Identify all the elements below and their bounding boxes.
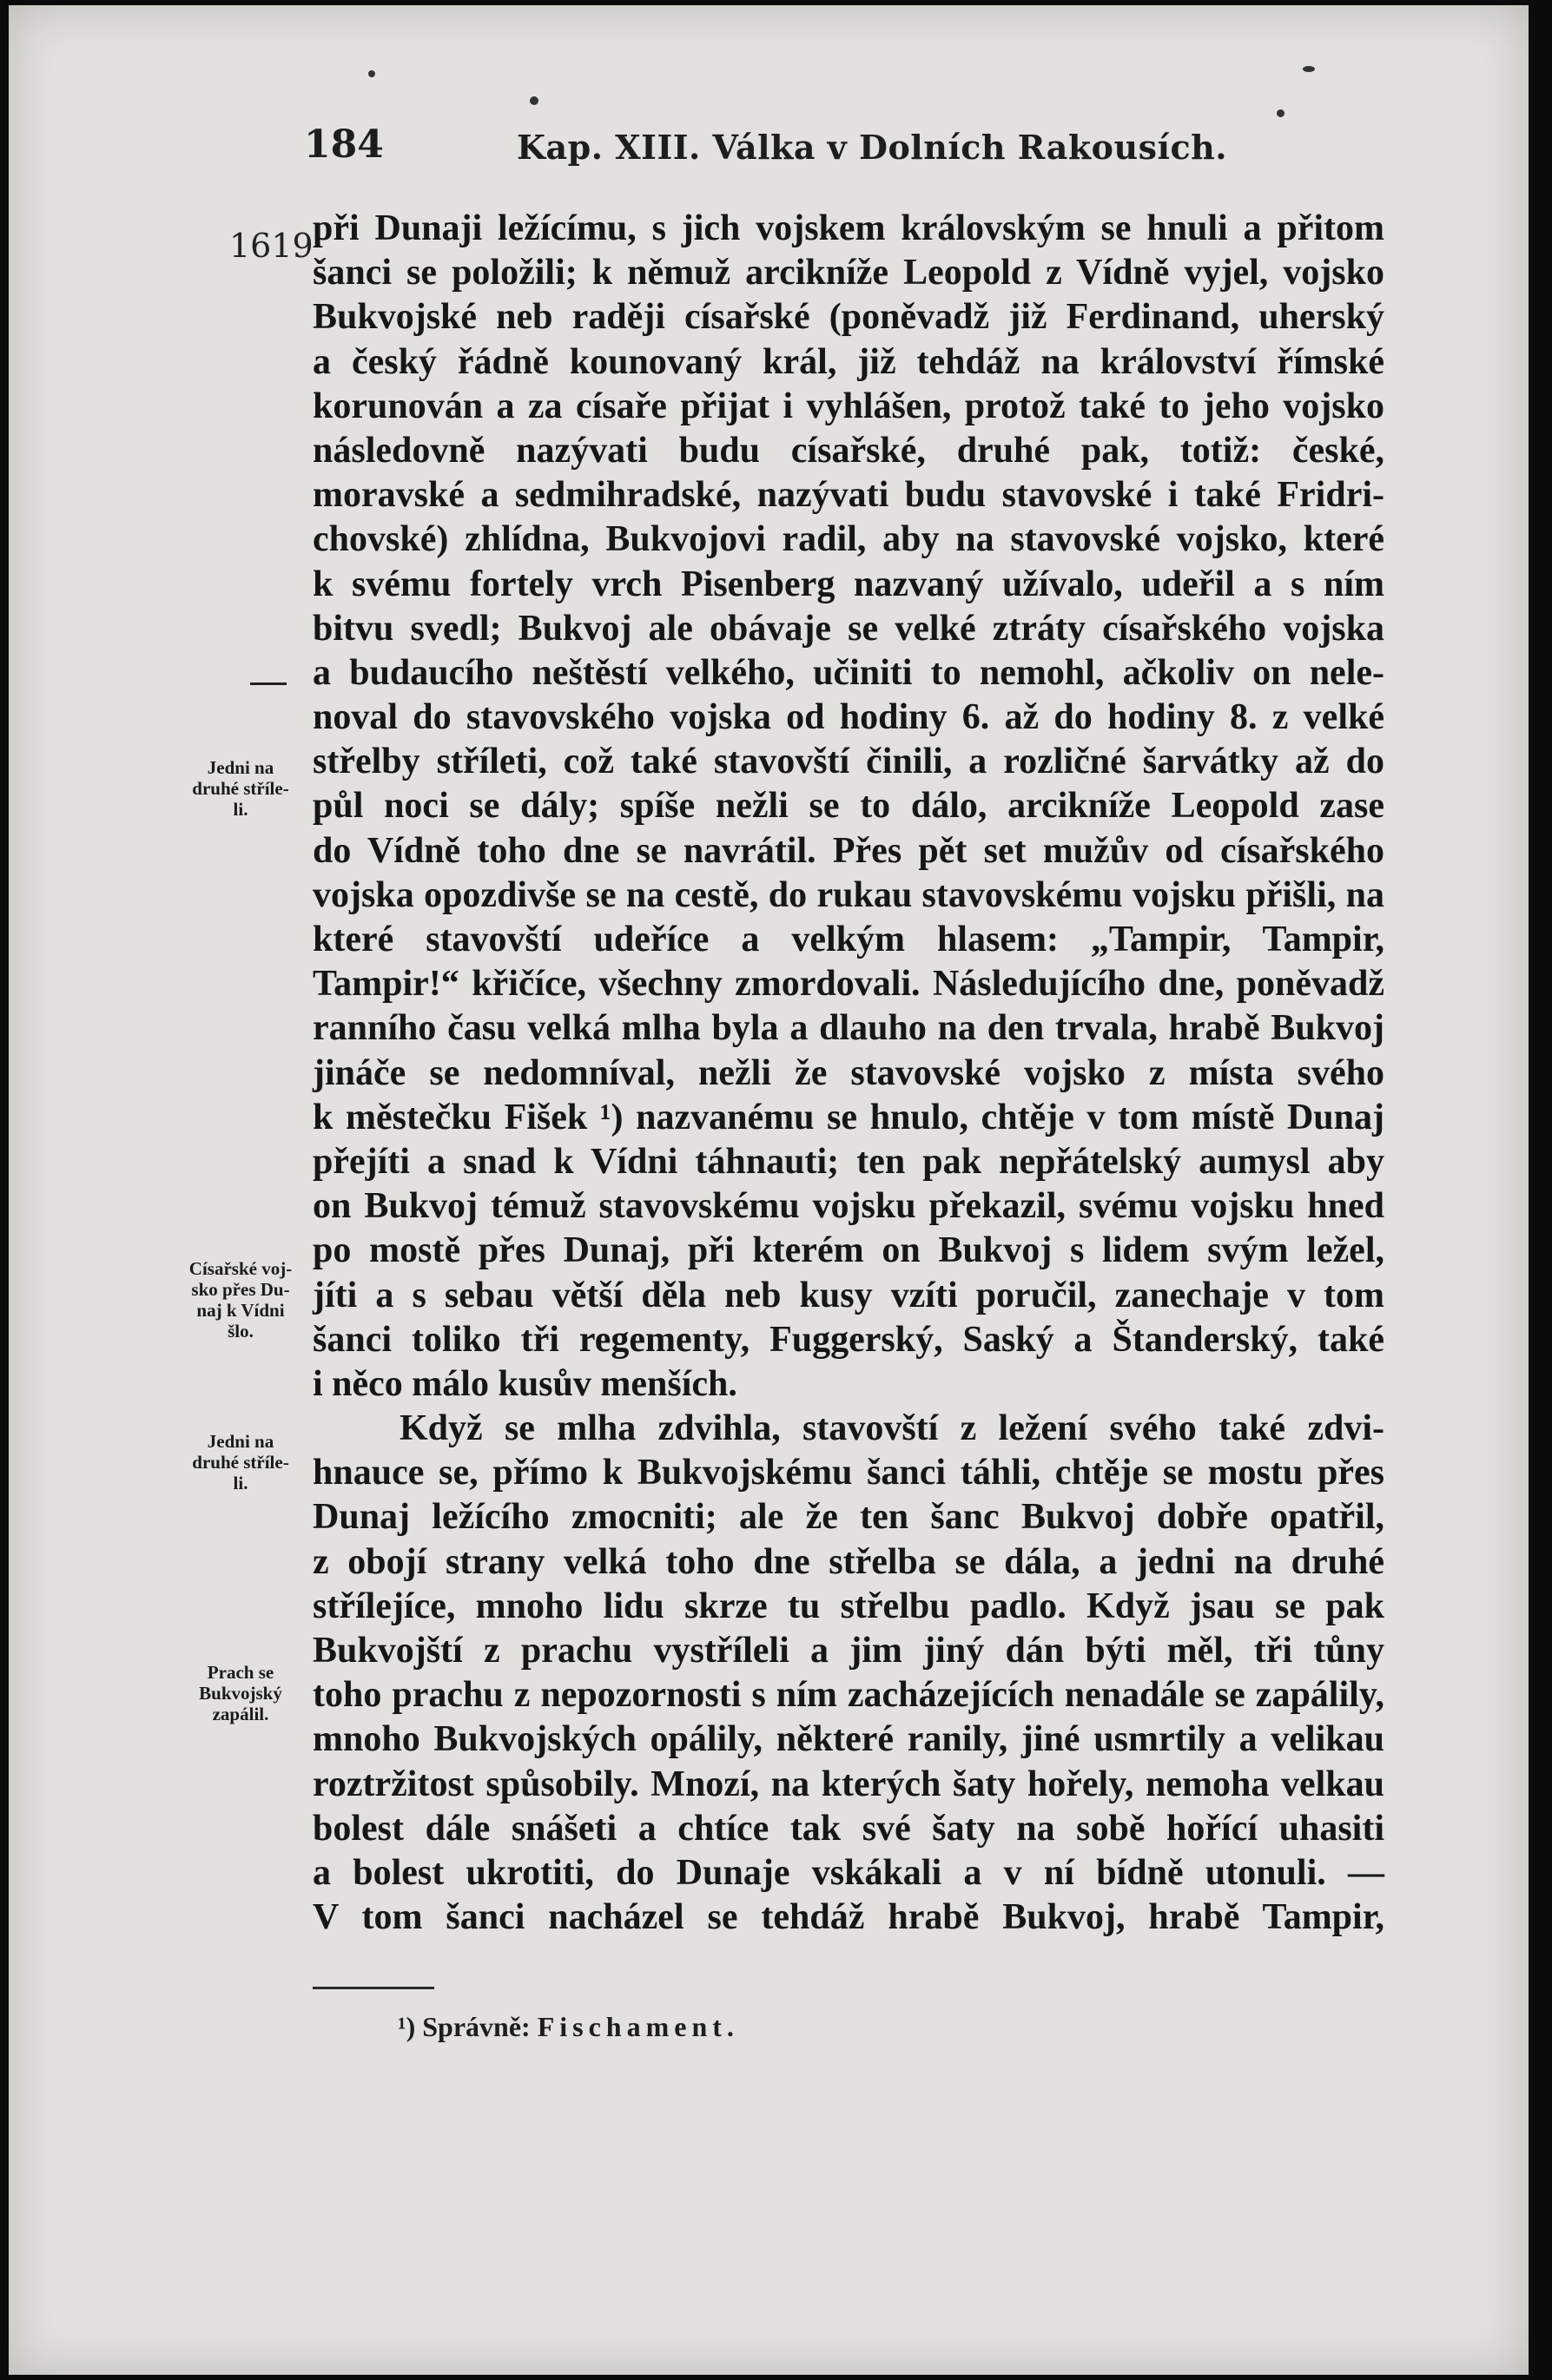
margin-note [158, 1258, 323, 1342]
text-line: bolest dále snášeti a chtíce tak své šaty na sobě hořící uhasiti [313, 1808, 1384, 1849]
running-header [304, 122, 1398, 175]
running-title: Kap. XIII. Válka v Dolních Rakousích. [517, 128, 1227, 167]
text-line: a bolest ukrotiti, do Dunaje vskákali a v ní bídně utonuli. — [313, 1852, 1384, 1893]
text-line: šanci se položili; k němuž arcikníže Leopold z Vídně vyjel, vojsko [313, 253, 1384, 293]
margin-note-line: li. [233, 799, 248, 820]
text-line: do Vídně toho dne se navrátil. Přes pět set mužův od císařského [313, 830, 1384, 871]
text-line: hnauce se, přímo k Bukvojskému šanci táhli, chtěje se mostu přes [313, 1453, 1384, 1493]
book-page [9, 5, 1529, 2375]
margin-note-line: druhé stříle- [192, 1452, 289, 1473]
text-line: a český řádně kounovaný král, již tehdáž na království římské [313, 341, 1384, 382]
body-text [313, 207, 1384, 1940]
text-line: roztržitost spůsobily. Mnozí, na kterých šaty hořely, nemoha velkau [313, 1764, 1384, 1804]
margin-note-line: sko přes Du- [191, 1279, 290, 1300]
text-line: chovské) zhlídna, Bukvojovi radil, aby na stavovské vojsko, které [313, 519, 1384, 560]
margin-note-line: li. [233, 1473, 248, 1493]
print-speck [530, 96, 538, 105]
print-speck [1303, 66, 1315, 72]
text-line: k městečku Fišek ¹) nazvanému se hnulo, chtěje v tom místě Dunaj [313, 1097, 1384, 1137]
margin-note-line: Jedni na [207, 757, 274, 778]
margin-note [158, 757, 323, 820]
text-line: při Dunaji ležícímu, s jich vojskem královským se hnuli a přitom [313, 208, 1384, 248]
text-line: toho prachu z nepozornosti s ním zacházejících nenadále se zapálily, [313, 1675, 1384, 1716]
text-line: noval do stavovského vojska od hodiny 6. až do hodiny 8. z velké [313, 697, 1384, 738]
text-line: jináče se nedomníval, nežli že stavovské vojsko z místa svého [313, 1052, 1384, 1093]
margin-note-line: šlo. [228, 1321, 254, 1342]
text-line: a budaucího neštěstí velkého, učiniti to nemohl, ačkoliv on nele- [313, 652, 1384, 693]
text-line: moravské a sedmihradské, nazývati budu stavovské i také Fridri- [313, 475, 1384, 516]
margin-note [158, 1431, 323, 1493]
margin-note-line: druhé stříle- [192, 778, 289, 799]
margin-note-line: Jedni na [207, 1431, 274, 1452]
text-line: střelby stříleti, což také stavovští činili, a rozličné šarvátky až do [313, 742, 1384, 782]
print-speck [368, 70, 375, 77]
footnote-word: Fischament. [537, 2011, 739, 2042]
text-line: střílejíce, mnoho lidu skrze tu střelbu padlo. Když jsau se pak [313, 1586, 1384, 1626]
text-line: Když se mlha zdvihla, stavovští z ležení svého také zdvi- [400, 1408, 1384, 1449]
footnote [398, 2011, 739, 2043]
margin-note-line: Prach se [207, 1662, 274, 1683]
text-line: korunován a za císaře přijat i vyhlášen, protož také to jeho vojsko [313, 386, 1384, 426]
margin-note-line: Bukvojský [199, 1683, 282, 1704]
text-line: bitvu svedl; Bukvoj ale obávaje se velké ztráty císařského vojska [313, 608, 1384, 649]
margin-note-line: Císařské voj- [188, 1258, 293, 1279]
text-line: Bukvojští z prachu vystříleli a jim jiný dán býti měl, tři tůny [313, 1631, 1384, 1671]
text-line: Bukvojské neb raději císařské (poněvadž již Ferdinand, uherský [313, 297, 1384, 338]
margin-note [158, 1662, 323, 1724]
text-line: z obojí strany velká toho dne střelba se dála, a jedni na druhé [313, 1541, 1384, 1582]
text-line: i něco málo kusův menších. [313, 1363, 737, 1404]
margin-year: 1619 [229, 227, 314, 265]
footnote-marker: ¹) Správně: [398, 2011, 531, 2042]
text-line: mnoho Bukvojských opálily, některé ranily, jiné usmrtily a velikau [313, 1719, 1384, 1760]
text-line: on Bukvoj témuž stavovskému vojsku překazil, svému vojsku hned [313, 1186, 1384, 1227]
page-number: 184 [304, 122, 384, 167]
text-line: půl noci se dály; spíše nežli se to dálo, arcikníže Leopold zase [313, 786, 1384, 827]
margin-note-line: naj k Vídni [196, 1300, 285, 1321]
text-line: vojska opozdivše se na cestě, do rukau stavovskému vojsku přišli, na [313, 874, 1384, 915]
text-line: ranního času velká mlha byla a dlauho na den trvala, hrabě Bukvoj [313, 1008, 1384, 1049]
print-speck [1277, 109, 1285, 117]
margin-dash [250, 682, 287, 685]
text-line: Tampir!“ křičíce, všechny zmordovali. Následujícího dne, poněvadž [313, 964, 1384, 1005]
text-line: šanci toliko tři regementy, Fuggerský, Saský a Štanderský, také [313, 1319, 1384, 1360]
margin-note-line: zapálil. [212, 1704, 269, 1724]
text-line: V tom šanci nacházel se tehdáž hrabě Bukvoj, hrabě Tampir, [313, 1897, 1384, 1938]
footnote-rule [313, 1987, 434, 1989]
text-line: jíti a s sebau větší děla neb kusy vzíti poručil, zanechaje v tom [313, 1275, 1384, 1315]
text-line: následovně nazývati budu císařské, druhé pak, totiž: české, [313, 430, 1384, 471]
text-line: po mostě přes Dunaj, při kterém on Bukvoj s lidem svým ležel, [313, 1230, 1384, 1271]
text-line: přejíti a snad k Vídni táhnauti; ten pak nepřátelský aumysl aby [313, 1141, 1384, 1182]
text-line: Dunaj ležícího zmocniti; ale že ten šanc Bukvoj dobře opatřil, [313, 1497, 1384, 1538]
text-line: k svému fortely vrch Pisenberg nazvaný užívalo, udeřil a s ním [313, 564, 1384, 604]
text-line: které stavovští udeříce a velkým hlasem: „Tampir, Tampir, [313, 920, 1384, 959]
